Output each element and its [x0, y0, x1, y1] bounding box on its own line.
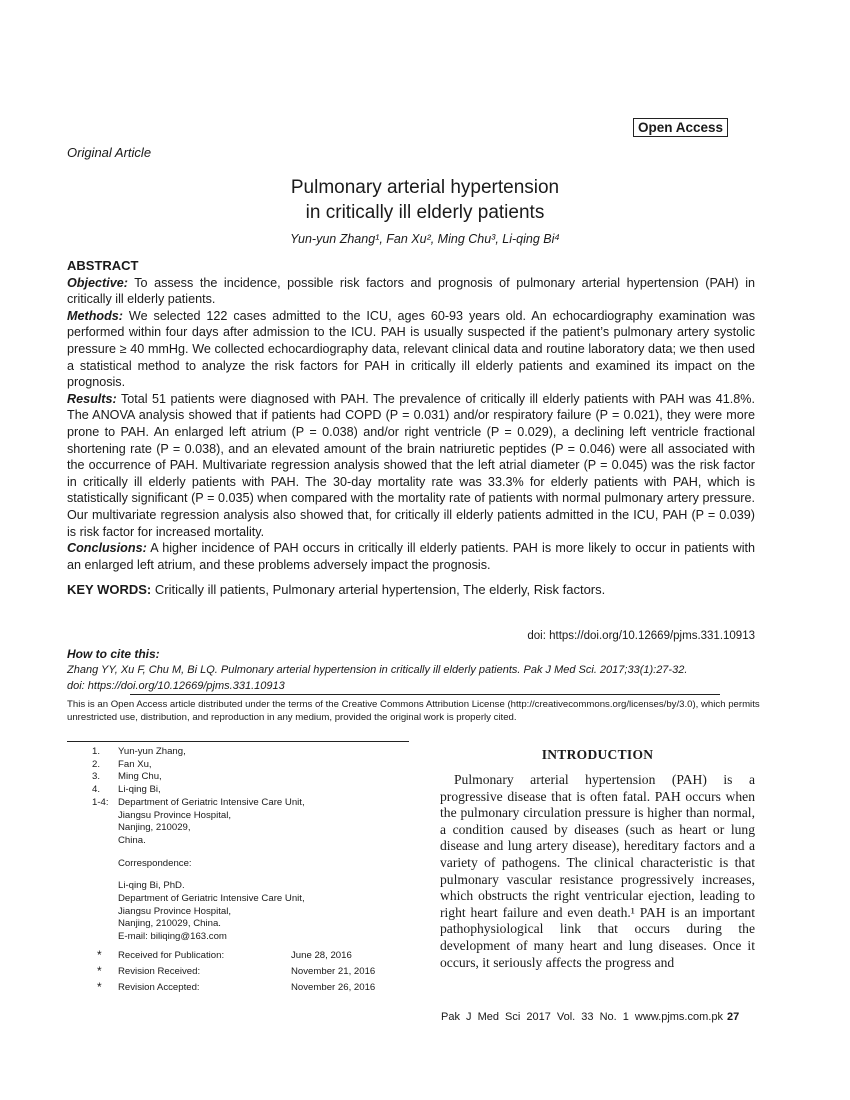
affiliation-row	[92, 759, 305, 772]
conclusions-label: Conclusions:	[67, 541, 147, 556]
affiliation-number	[92, 822, 118, 835]
conclusions-text: A higher incidence of PAH occurs in critically ill elderly patients. PAH is more likely to occur in patients with an enlarged left atrium, and these problems adversely impact the prognosis.	[67, 541, 755, 572]
affiliation-row	[92, 835, 305, 848]
asterisk-icon: *	[97, 948, 102, 962]
objective	[67, 275, 755, 308]
affiliation-number: 3.	[92, 771, 101, 783]
affiliation-number: 2.	[92, 758, 101, 770]
affiliation-row	[92, 810, 305, 823]
affiliation-text: Nanjing, 210029,	[118, 822, 191, 834]
date-row	[97, 980, 375, 996]
article-type: Original Article	[67, 145, 152, 160]
affiliation-row	[92, 771, 305, 784]
page-number: 27	[726, 1011, 740, 1023]
correspondence-label: Correspondence:	[118, 857, 192, 869]
divider	[67, 741, 409, 742]
date-value: November 26, 2016	[291, 981, 376, 993]
affiliation-number	[92, 810, 118, 823]
date-row	[97, 948, 375, 964]
divider	[130, 694, 720, 695]
results-label: Results:	[67, 391, 117, 406]
affiliation-row	[92, 784, 305, 797]
journal-info: Pak J Med Sci 2017 Vol. 33 No. 1 www.pjms.com.pk	[441, 1011, 723, 1023]
introduction-heading: INTRODUCTION	[541, 747, 654, 762]
affiliations	[92, 746, 305, 944]
affiliation-text: China.	[118, 834, 146, 846]
affiliation-text: Li-qing Bi,	[118, 784, 161, 796]
affiliation-text: Ming Chu,	[118, 771, 162, 783]
cite-heading: How to cite this:	[67, 647, 160, 661]
introduction-text: Pulmonary arterial hypertension (PAH) is a progressive disease that is often fatal. PAH occurs when the pulmonary circulation pressure is higher than normal, a condition caused by diseases (such as heart or lung disease and lung artery disease), hereditary factors and a variety of pathogens. The clinical characteristic is that pulmonary vascular resistance progressively increases, which obstructs the right ventricular ejection, leading to right heart failure and even death.¹ PAH is an important pathophysiological link that occurs during the development of many heart and lung diseases. Once it occurs, it seriously affects the progress and	[440, 772, 755, 970]
title-line-2: in critically ill elderly patients	[305, 202, 545, 223]
methods	[67, 308, 755, 391]
affiliation-text: Yun-yun Zhang,	[118, 746, 186, 757]
correspondence-line: Li-qing Bi, PhD.	[118, 880, 185, 892]
cite-text: Zhang YY, Xu F, Chu M, Bi LQ. Pulmonary arterial hypertension in critically ill elderly patients. Pak J Med Sci. 2017;33(1):27-32.	[67, 664, 688, 676]
keywords-text: Critically ill patients, Pulmonary arterial hypertension, The elderly, Risk factors.	[151, 582, 606, 598]
date-value: November 21, 2016	[291, 965, 376, 977]
date-value: June 28, 2016	[291, 950, 352, 961]
objective-label: Objective:	[67, 275, 128, 290]
abstract	[67, 258, 755, 599]
results-text: Total 51 patients were diagnosed with PAH. The prevalence of critically ill elderly patients with PAH was 41.8%. The ANOVA analysis showed that if patients had COPD (P = 0.031) and/or respiratory failure (P = 0.021), they were more prone to PAH. An enlarged left atrium (P = 0.038) and/or right ventricle (P = 0.029), a declining left ventricle fractional shortening rate (P = 0.038), and an elevated amount of the brain natriuretic peptides (P = 0.046) were all associated with the occurrence of PAH. Multivariate regression analysis showed that the left atrial diameter (P = 0.045) was the risk factor in critically ill elderly patients with PAH. The 30-day mortality rate was 33.3% for elderly patients with PAH, which is statistically significant (P = 0.035) when compared with the mortality rate of patients with normal pulmonary artery pressure. Our multivariate regression analysis also showed that, for critically ill elderly patients admitted in the ICU, PAH (P = 0.039) is risk factor for increased mortality.	[67, 391, 755, 539]
asterisk-icon: *	[97, 979, 102, 994]
doi-link[interactable]: doi: https://doi.org/10.12669/pjms.331.10913	[527, 630, 755, 642]
affiliation-number: 1-4:	[92, 796, 109, 808]
affiliation-row	[92, 822, 305, 835]
keywords	[67, 582, 755, 599]
cite-doi[interactable]: doi: https://doi.org/10.12669/pjms.331.10913	[67, 680, 285, 692]
correspondence-line[interactable]: E-mail: biliqing@163.com	[118, 931, 227, 943]
affiliation-number: 1.	[92, 746, 101, 757]
affiliation-text: Department of Geriatric Intensive Care Unit,	[118, 796, 305, 808]
affiliation-text: Fan Xu,	[118, 758, 152, 770]
authors: Yun-yun Zhang¹, Fan Xu², Ming Chu³, Li-qing Bi⁴	[290, 232, 560, 246]
keywords-label: KEY WORDS:	[67, 582, 152, 598]
title-line-1: Pulmonary arterial hypertension	[290, 177, 560, 198]
abstract-heading: ABSTRACT	[67, 258, 139, 273]
affiliation-row	[92, 746, 305, 759]
correspondence-line: Jiangsu Province Hospital,	[118, 905, 232, 917]
article-title	[0, 175, 850, 225]
date-row	[97, 964, 375, 980]
results	[67, 391, 755, 540]
affiliation-row	[92, 797, 305, 810]
date-label: Received for Publication:	[118, 950, 225, 961]
date-label: Revision Accepted:	[118, 981, 200, 993]
dates	[97, 948, 375, 995]
date-label: Revision Received:	[118, 965, 201, 977]
asterisk-icon: *	[97, 963, 102, 978]
correspondence-line: Department of Geriatric Intensive Care Unit,	[118, 893, 305, 905]
correspondence-line: Nanjing, 210029, China.	[118, 918, 221, 930]
open-access-badge: Open Access	[633, 118, 728, 137]
license-text: This is an Open Access article distributed under the terms of the Creative Commons Attribution License (http://creativecommons.org/licenses/by/3.0), which permits unrestricted use, distribution, and reproduction in any medium, provided the original work is properly cited.	[67, 699, 760, 723]
conclusions	[67, 540, 755, 573]
page-footer	[441, 1011, 739, 1023]
affiliation-number	[92, 835, 118, 848]
methods-label: Methods:	[67, 308, 123, 323]
objective-text: To assess the incidence, possible risk factors and prognosis of pulmonary arterial hypertension (PAH) in critically ill elderly patients.	[67, 275, 755, 307]
methods-text: We selected 122 cases admitted to the ICU, ages 60-93 years old. An echocardiography examination was performed within four days after admission to the ICU. PAH is usually suspected if the patient’s pulmonary artery systolic pressure ≥ 40 mmHg. We collected echocardiography data, relevant clinical data and routine laboratory data; we then used a statistical method to analyze the risk factors for PAH in critically ill elderly patients and examined its impact on the prognosis.	[67, 308, 755, 390]
citation-block	[67, 646, 767, 694]
affiliation-text: Jiangsu Province Hospital,	[118, 809, 232, 821]
affiliation-number: 4.	[92, 784, 101, 796]
